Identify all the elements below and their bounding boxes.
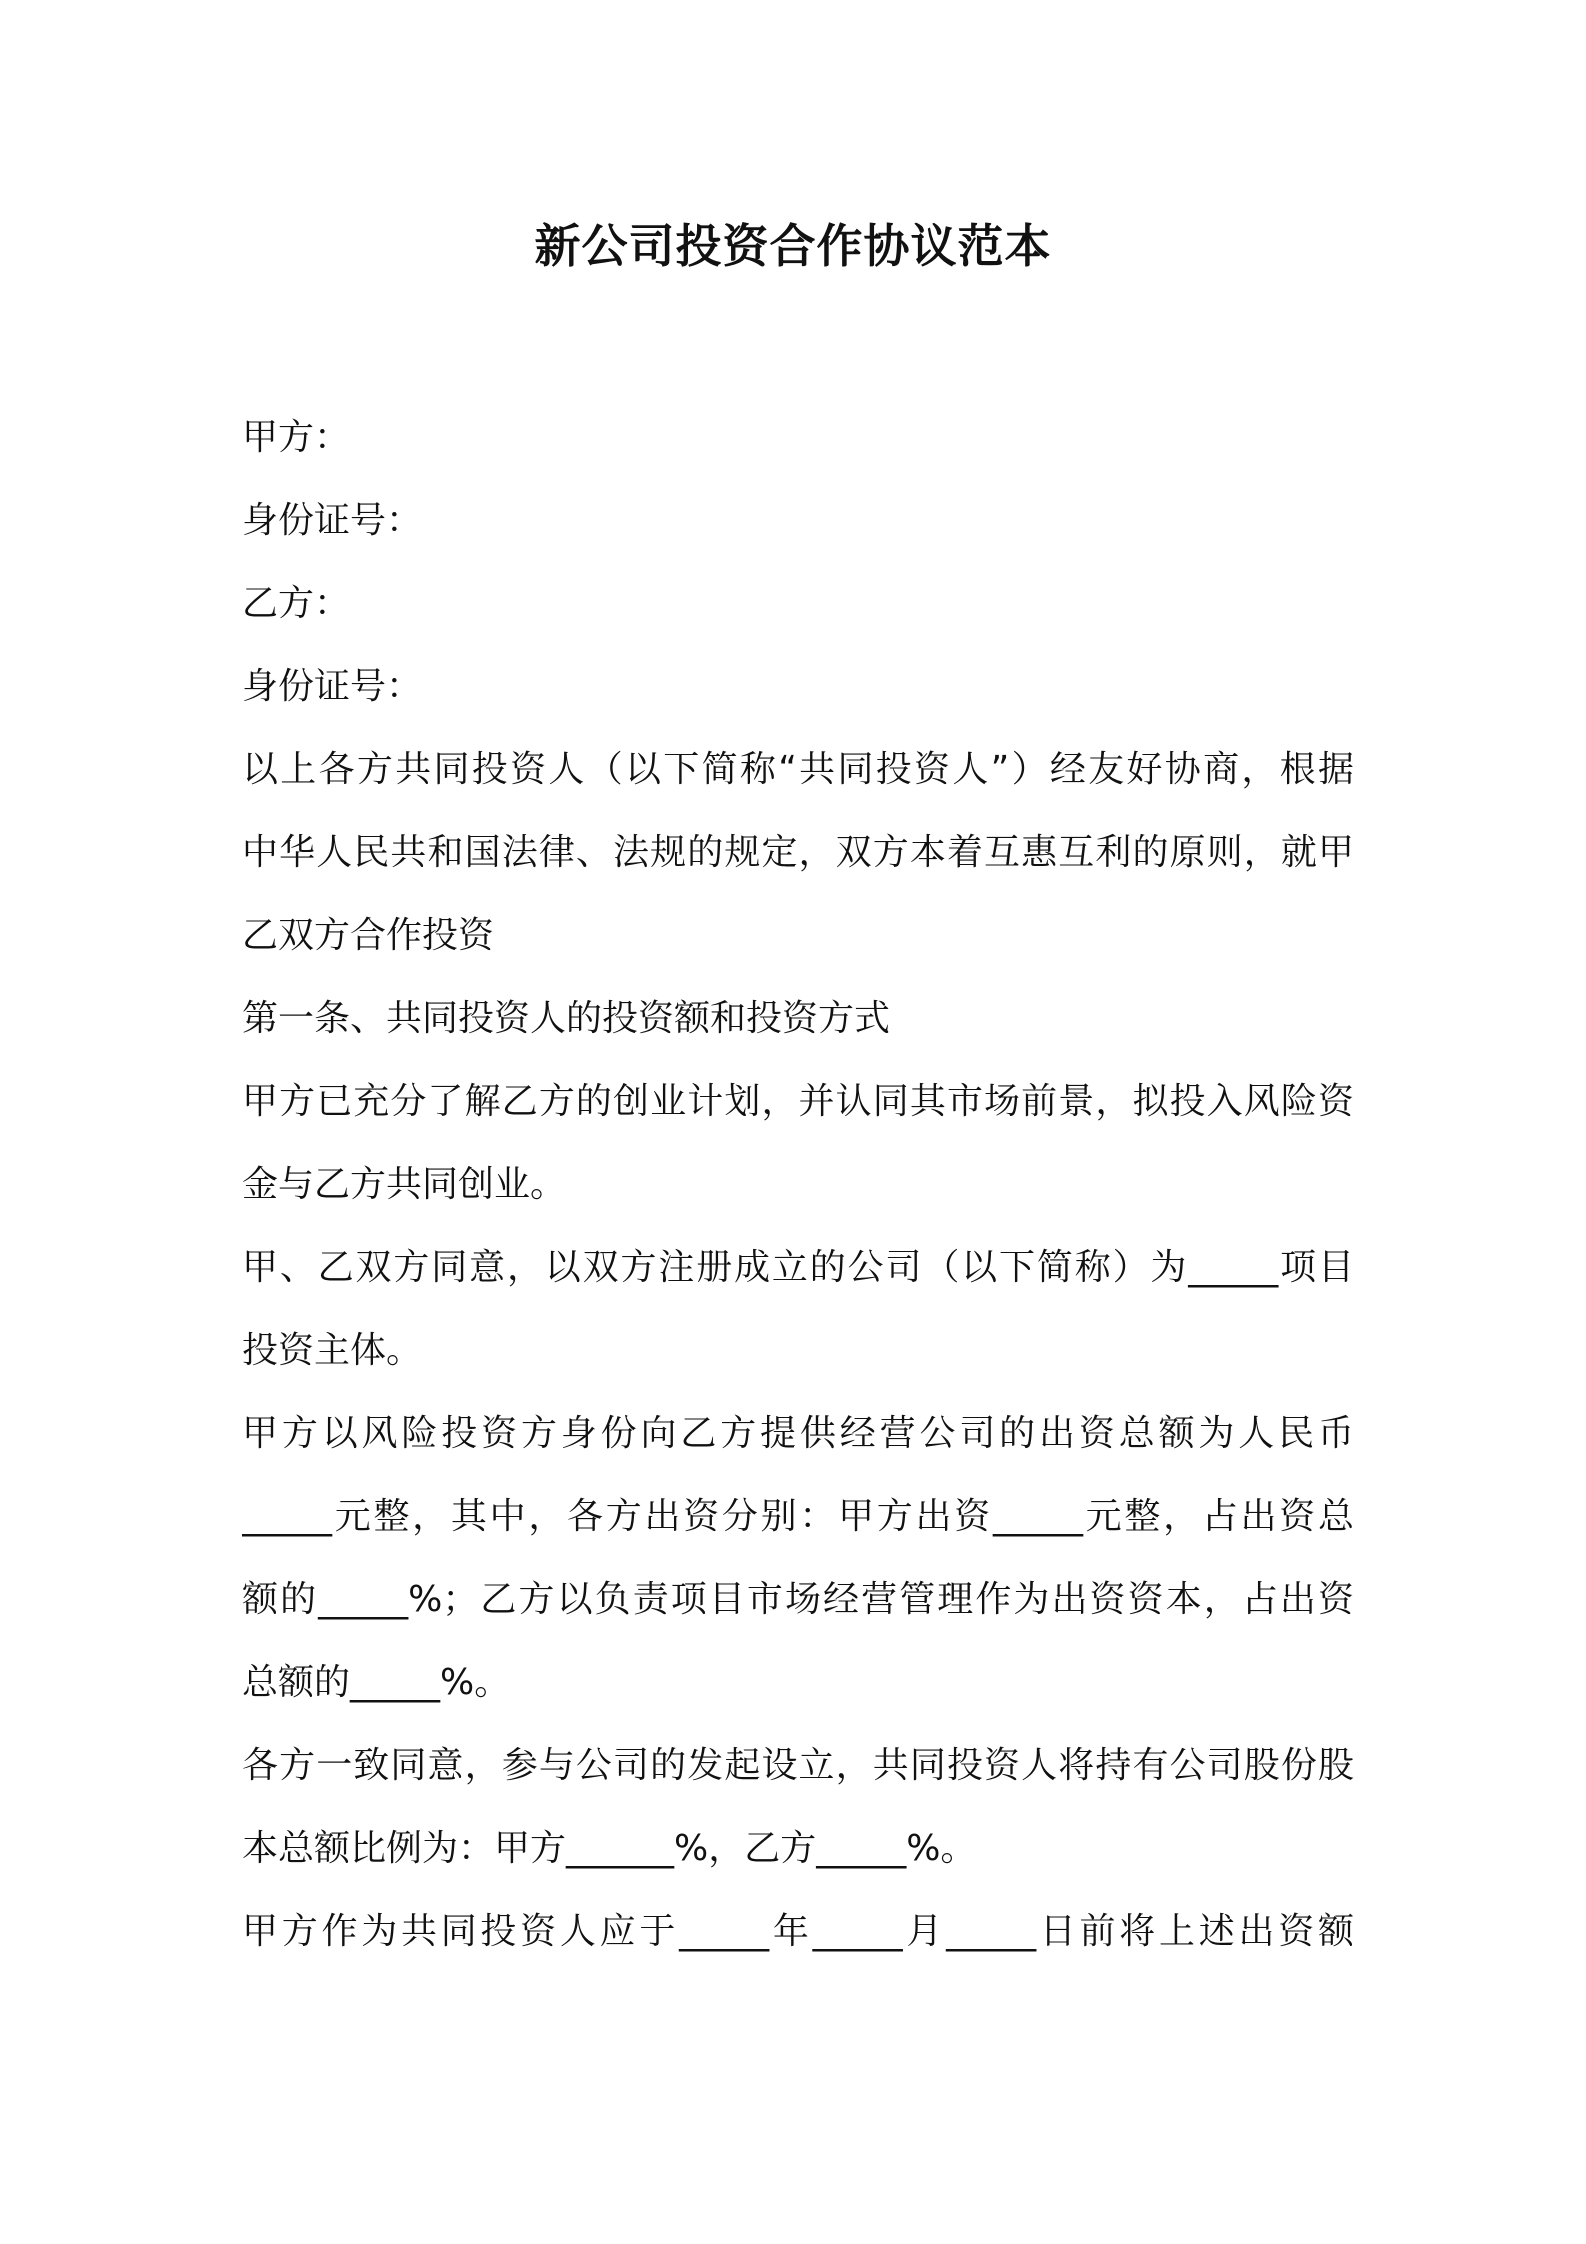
party-a-label: 甲方： [242, 417, 351, 458]
paragraph-line: 本总额比例为：甲方______%，乙方_____%。 [242, 1828, 977, 1869]
paragraph-line: 甲方已充分了解乙方的创业计划，并认同其市场前景，拟投入风险资 [242, 1081, 1354, 1122]
preamble-line: 乙双方合作投资 [242, 915, 495, 956]
paragraph-line: 总额的_____%。 [242, 1662, 511, 1703]
paragraph-line: 投资主体。 [242, 1330, 423, 1371]
paragraph-line: 甲方以风险投资方身份向乙方提供经营公司的出资总额为人民币 [242, 1413, 1354, 1454]
paragraph-line: 甲、乙双方同意，以双方注册成立的公司（以下简称）为_____项目 [242, 1247, 1354, 1288]
paragraph-line: 额的_____%；乙方以负责项目市场经营管理作为出资资本，占出资 [242, 1579, 1354, 1620]
party-a-id-label: 身份证号： [242, 500, 423, 541]
party-b-id-label: 身份证号： [242, 666, 423, 707]
document-body [242, 408, 1354, 1985]
paragraph-line: 金与乙方共同创业。 [242, 1164, 567, 1205]
paragraph-line: 各方一致同意，参与公司的发起设立，共同投资人将持有公司股份股 [242, 1745, 1354, 1786]
article-heading: 第一条、共同投资人的投资额和投资方式 [242, 998, 891, 1039]
preamble-line: 中华人民共和国法律、法规的规定，双方本着互惠互利的原则，就甲 [242, 832, 1354, 873]
paragraph-line: 甲方作为共同投资人应于_____年_____月_____日前将上述出资额 [242, 1911, 1354, 1952]
party-b-label: 乙方： [242, 583, 351, 624]
preamble-line: 以上各方共同投资人（以下简称“共同投资人”）经友好协商，根据 [242, 749, 1354, 790]
paragraph-line: _____元整，其中，各方出资分别：甲方出资_____元整，占出资总 [242, 1496, 1354, 1537]
document-title: 新公司投资合作协议范本 [534, 219, 1052, 273]
